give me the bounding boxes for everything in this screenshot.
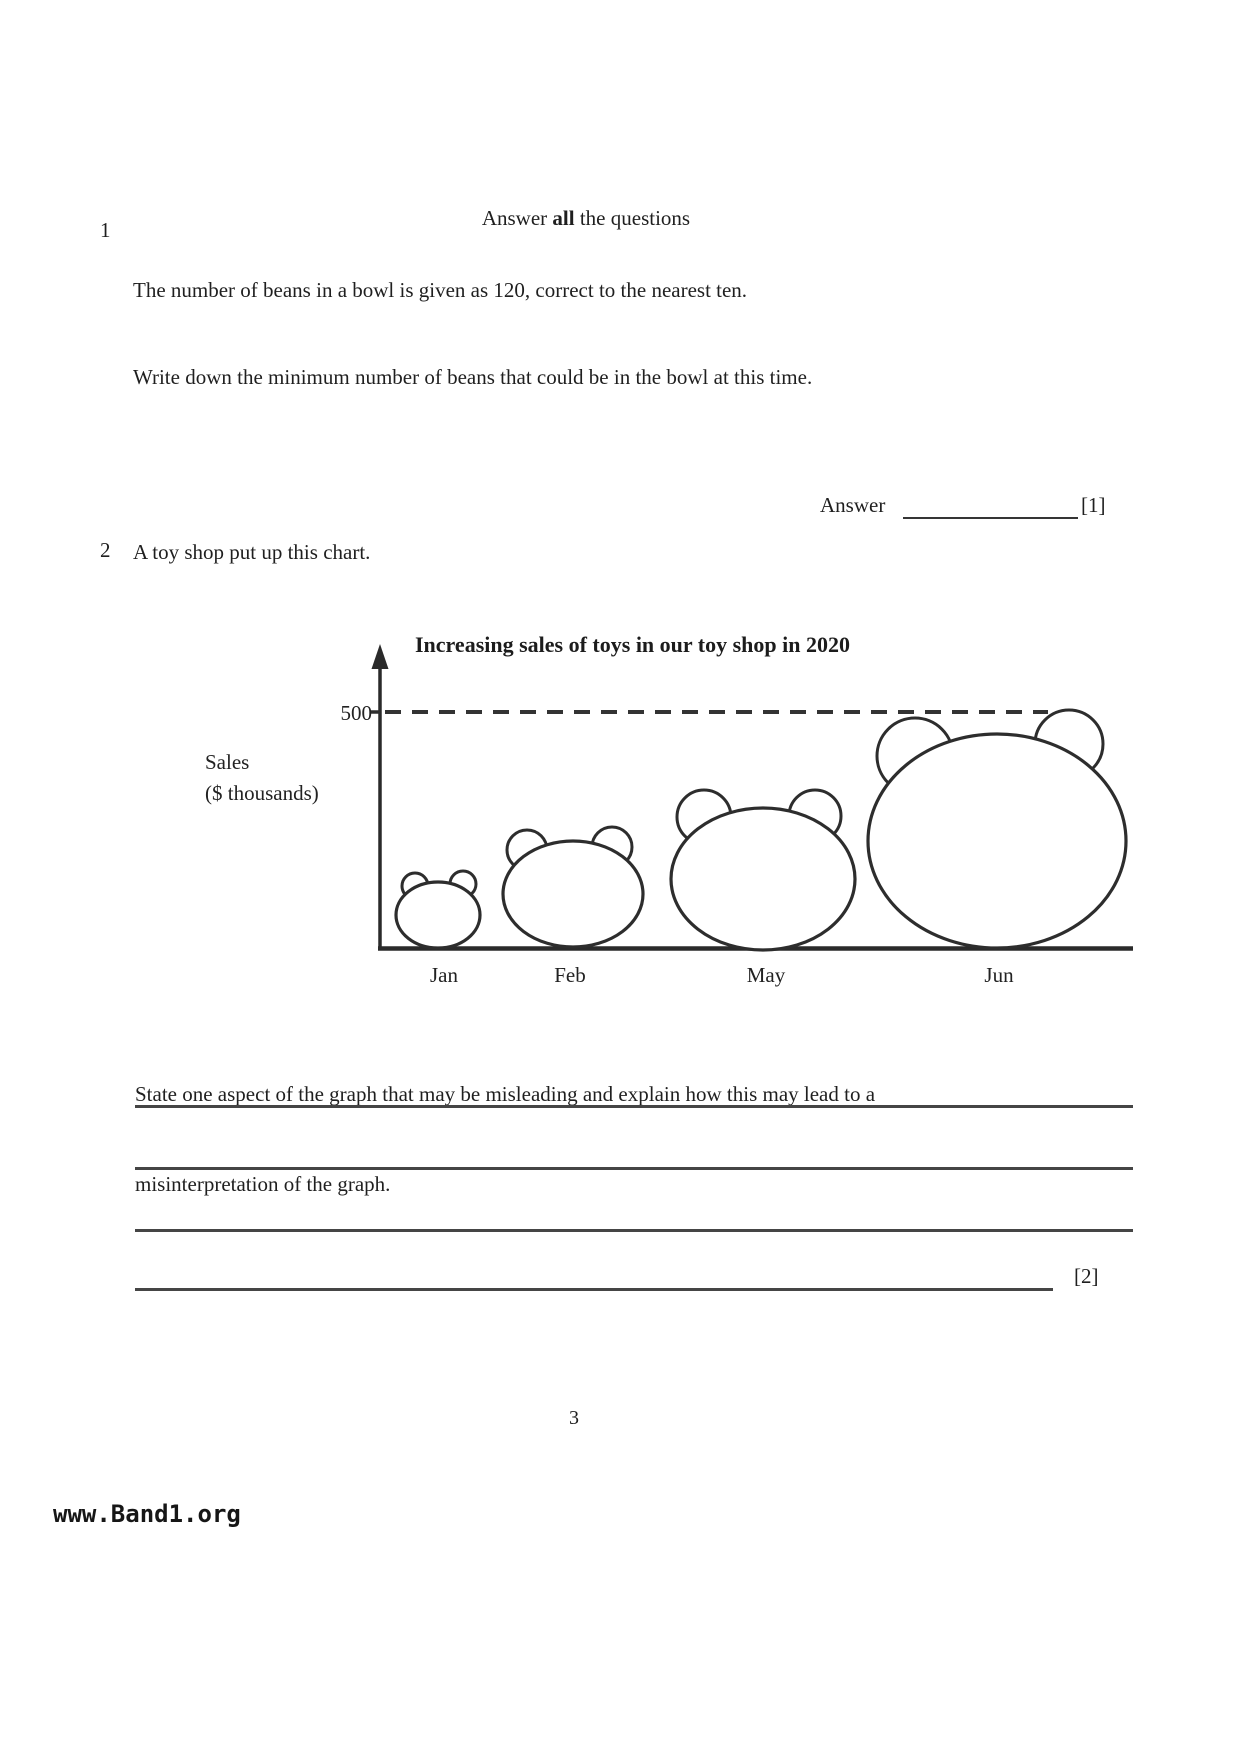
answer-rule-2	[135, 1167, 1133, 1170]
answer-rule-1	[135, 1105, 1133, 1108]
y-axis-label-line1: Sales	[205, 750, 250, 774]
x-label-jan: Jan	[430, 963, 458, 987]
bear-body-icon-jun	[868, 734, 1126, 948]
y-tick-label-500: 500	[340, 701, 372, 725]
q2-statement	[135, 1019, 875, 1259]
question-2-number: 2	[100, 538, 111, 562]
x-label-jun: Jun	[984, 963, 1014, 987]
q1-answer-label: Answer	[820, 493, 886, 517]
bear-body-icon-jan	[396, 882, 480, 948]
bear-body-icon-may	[671, 808, 855, 950]
heading-bold-all: all	[552, 206, 575, 230]
bear-ear-icon-jun	[1035, 710, 1103, 778]
q1-answer-blank-line	[903, 491, 1078, 519]
bear-ear-icon-jun	[877, 718, 953, 794]
q2-statement-line2: misinterpretation of the graph.	[135, 1172, 391, 1196]
answer-rule-3	[135, 1229, 1133, 1232]
bear-ear-icon-may	[677, 790, 731, 844]
question-1-number: 1	[100, 218, 111, 242]
footer-url: www.Band1.org	[53, 1500, 241, 1528]
question-2-intro: A toy shop put up this chart.	[133, 540, 371, 564]
answer-rule-4	[135, 1288, 1053, 1291]
bear-ear-icon-may	[789, 790, 841, 842]
bear-ear-icon-jan	[402, 873, 428, 899]
heading-pre: Answer	[481, 206, 553, 230]
bear-ear-icon-feb	[592, 827, 632, 867]
q1-mark: [1]	[1081, 493, 1106, 517]
y-axis-label-line2: ($ thousands)	[205, 781, 319, 805]
chart-title: Increasing sales of toys in our toy shop in 2020	[415, 632, 850, 657]
x-label-may: May	[746, 963, 786, 987]
question-1-line2: Write down the minimum number of beans that could be in the bowl at this time.	[133, 365, 813, 389]
q2-statement-line1: State one aspect of the graph that may be misleading and explain how this may lead to a	[135, 1082, 876, 1106]
q2-mark: [2]	[1074, 1264, 1099, 1288]
heading-post: the questions	[574, 206, 691, 230]
y-axis-arrowhead-icon	[372, 644, 389, 669]
bear-pictograms	[396, 710, 1126, 950]
bear-ear-icon-feb	[507, 830, 547, 870]
bear-body-icon-feb	[503, 841, 643, 947]
question-1-line1: The number of beans in a bowl is given as 120, correct to the nearest ten.	[133, 278, 748, 302]
page-number: 3	[569, 1407, 579, 1429]
question-1-text	[133, 218, 812, 450]
x-label-feb: Feb	[554, 963, 586, 987]
bear-ear-icon-jan	[450, 871, 476, 897]
